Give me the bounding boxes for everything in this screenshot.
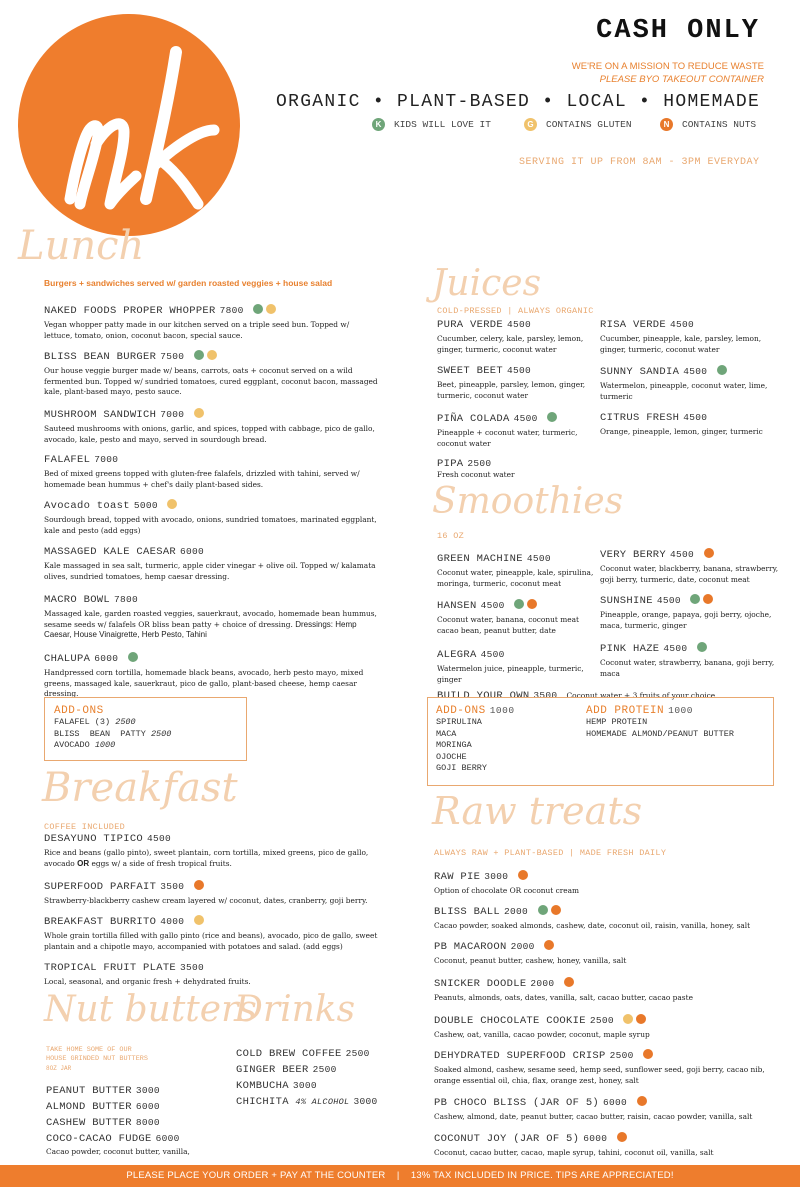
nuts-icon xyxy=(544,940,554,950)
tagline: ORGANIC • PLANT-BASED • LOCAL • HOMEMADE xyxy=(276,92,761,112)
item-description: Pineapple + coconut water, turmeric, coconut water xyxy=(437,428,578,448)
item-price: 4000 xyxy=(160,916,185,927)
addon-item: GOJI BERRY xyxy=(436,763,488,773)
item-description: Option of chocolate OR coconut cream xyxy=(434,886,580,895)
item-price: 7000 xyxy=(160,409,185,420)
nuts-icon xyxy=(704,548,714,558)
item-name: PEANUT BUTTER xyxy=(46,1085,132,1097)
logo xyxy=(18,14,240,236)
item-name: DESAYUNO TIPICO xyxy=(44,833,144,845)
item-name: FALAFEL xyxy=(44,454,91,466)
kids-icon xyxy=(514,599,524,609)
menu-item xyxy=(434,1132,779,1159)
menu-item xyxy=(600,319,780,355)
item-description: Sauteed mushrooms with onions, garlic, and spices, topped with cabbage, pico de gallo, avocado, kale, pesto and mayo, served in sourdough bread. xyxy=(44,424,375,444)
item-description: Cashew, almond, date, peanut butter, cacao butter, raisin, cacao powder, vanilla, salt xyxy=(434,1112,753,1121)
note-line: HOUSE GRINDED NUT BUTTERS xyxy=(46,1055,148,1063)
menu-item xyxy=(434,977,779,1004)
item-description: Watermelon juice, pineapple, turmeric, ginger xyxy=(437,664,584,684)
menu-item xyxy=(437,365,597,401)
item-description: Handpressed corn tortilla, homemade black beans, avocado, herb pesto mayo, mixed greens, massaged kale, sauerkraut, pico de gallo, plant-based cheese, hemp caesar dressing. xyxy=(44,668,364,698)
item-description: Strawberry-blackberry cashew cream layered w/ coconut, dates, cranberry, goji berry. xyxy=(44,896,368,905)
item-note: 4% ALCOHOL xyxy=(295,1097,350,1107)
legend-label: CONTAINS NUTS xyxy=(682,119,757,130)
nut-butters-list xyxy=(46,1083,190,1158)
item-price: 2500 xyxy=(467,458,492,469)
item-name: COCONUT JOY (JAR OF 5) xyxy=(434,1133,580,1145)
lunch-addons-box xyxy=(44,697,247,761)
item-name: BUILD YOUR OWN xyxy=(437,690,530,702)
item-description: Coconut, cacao butter, cacao, maple syrup, tahini, coconut oil, vanilla, salt xyxy=(434,1148,714,1157)
mission-line-2: PLEASE BYO TAKEOUT CONTAINER xyxy=(599,74,764,85)
menu-item xyxy=(437,458,597,481)
item-price: 4500 xyxy=(513,413,538,424)
legend-kids xyxy=(372,118,491,131)
item-price: 7800 xyxy=(114,594,139,605)
menu-item xyxy=(437,553,597,589)
item-description: Watermelon, pineapple, coconut water, lime, turmeric xyxy=(600,381,768,401)
menu-item xyxy=(44,350,379,398)
item-description: Kale massaged in sea salt, turmeric, apple cider vinegar + olive oil. Topped w/ kalamata olives, sundried tomatoes, hemp caesar dressing. xyxy=(44,561,376,581)
addon-name: BLISS BEAN PATTY xyxy=(54,728,146,739)
item-name: COCO-CACAO FUDGE xyxy=(46,1133,152,1145)
item-name: PINK HAZE xyxy=(600,643,660,655)
item-price: 6000 xyxy=(583,1133,608,1144)
lunch-title: Lunch xyxy=(18,223,145,269)
item-price: 2500 xyxy=(345,1048,370,1059)
kids-icon: K xyxy=(372,118,385,131)
addon-item: SPIRULINA xyxy=(436,717,482,727)
item-name: SUPERFOOD PARFAIT xyxy=(44,881,157,893)
item-name: KOMBUCHA xyxy=(236,1080,289,1092)
item-price: 3000 xyxy=(135,1085,160,1096)
protein-title: ADD PROTEIN xyxy=(586,705,665,717)
menu-item xyxy=(434,905,779,932)
addon-item: MORINGA xyxy=(436,740,472,750)
gluten-icon xyxy=(194,408,204,418)
item-description: Whole grain tortilla filled with gallo pinto (rice and beans), avocado, pico de gallo, sweet plantain and a chipotle mayo, accompanied with potatoes and salad. (add eggs) xyxy=(44,931,378,951)
addon-price: 2500 xyxy=(150,728,172,739)
menu-item xyxy=(44,962,379,988)
item-name: PURA VERDE xyxy=(437,319,504,331)
addons-price: 1000 xyxy=(489,705,515,716)
item-name: MUSHROOM SANDWICH xyxy=(44,409,157,421)
serving-hours: SERVING IT UP FROM 8AM - 3PM EVERYDAY xyxy=(519,157,760,168)
item-price: 3000 xyxy=(484,871,509,882)
footer-banner xyxy=(0,1165,800,1187)
breakfast-title: Breakfast xyxy=(42,765,238,811)
item-price: 6000 xyxy=(180,546,205,557)
item-description: Bed of mixed greens topped with gluten-free falafels, drizzled with tahini, served w/ homemade bean hummus + chef's daily plant-based sides. xyxy=(44,469,360,489)
addon-name: AVOCADO xyxy=(54,740,90,750)
cash-only-heading: CASH ONLY xyxy=(596,16,760,46)
item-description: Orange, pineapple, lemon, ginger, turmeric xyxy=(600,427,763,436)
protein-item: HEMP PROTEIN xyxy=(586,717,648,727)
menu-item xyxy=(434,1049,779,1086)
item-price: 2000 xyxy=(504,906,529,917)
item-price: 4500 xyxy=(480,600,505,611)
item-name: CHICHITA xyxy=(236,1096,289,1108)
item-description: Our house veggie burger made w/ beans, carrots, oats + coconut served on a wild fermented bun. Topped w/ sundried tomatoes, cured eggplant, coconut bacon, massaged kale, plant-based mayo, pesto sauce. xyxy=(44,366,378,396)
item-name: MASSAGED KALE CAESAR xyxy=(44,546,177,558)
menu-item xyxy=(600,412,780,438)
item-name: BREAKFAST BURRITO xyxy=(44,916,157,928)
item-name: BLISS BEAN BURGER xyxy=(44,351,157,363)
lunch-subtitle: Burgers + sandwiches served w/ garden roasted veggies + house salad xyxy=(44,278,333,288)
item-name: DOUBLE CHOCOLATE COOKIE xyxy=(434,1015,586,1027)
item-description: Vegan whopper patty made in our kitchen served on a triple seed bun. Topped w/ lettuce, tomato, onion, coconut bacon, special sauce. xyxy=(44,320,350,340)
menu-item xyxy=(434,1014,779,1041)
menu-item xyxy=(44,408,379,445)
nuts-icon xyxy=(518,870,528,880)
gluten-icon xyxy=(194,915,204,925)
item-price: 6000 xyxy=(603,1097,628,1108)
kids-icon xyxy=(128,652,138,662)
protein-item: HOMEMADE ALMOND/PEANUT BUTTER xyxy=(586,728,734,739)
smoothie-addons xyxy=(436,705,515,775)
item-description: Cucumber, pineapple, kale, parsley, lemon, ginger, turmeric, coconut water xyxy=(600,334,762,354)
item-description: Rice and beans (gallo pinto), sweet plantain, corn tortilla, mixed greens, pico de gallo, avocado xyxy=(44,848,371,868)
item-description: Coconut water + 3 fruits of your choice xyxy=(566,691,716,700)
item-description: Cacao powder, soaked almonds, cashew, date, coconut oil, raisin, vanilla, honey, salt xyxy=(434,921,751,930)
gluten-icon xyxy=(623,1014,633,1024)
smoothie-protein xyxy=(586,705,734,740)
kids-icon xyxy=(690,594,700,604)
item-price: 4500 xyxy=(683,412,708,423)
item-price: 4500 xyxy=(656,595,681,606)
menu-item xyxy=(44,546,379,582)
item-name: HANSEN xyxy=(437,600,477,612)
item-name: PIÑA COLADA xyxy=(437,413,510,425)
item-name: DEHYDRATED SUPERFOOD CRISP xyxy=(434,1050,606,1062)
mission-note xyxy=(572,60,764,86)
nuts-icon xyxy=(643,1049,653,1059)
item-name: RAW PIE xyxy=(434,871,481,883)
menu-item xyxy=(44,833,379,869)
item-description: Local, seasonal, and organic fresh + dehydrated fruits. xyxy=(44,977,251,986)
item-name: BLISS BALL xyxy=(434,906,501,918)
item-description: Sourdough bread, topped with avocado, onions, sundried tomatoes, marinated eggplant, kale and pesto (add eggs) xyxy=(44,515,377,535)
addon-price: 1000 xyxy=(94,740,116,750)
menu-item xyxy=(44,304,379,341)
item-name: PB CHOCO BLISS (JAR OF 5) xyxy=(434,1097,600,1109)
item-name: CASHEW BUTTER xyxy=(46,1117,132,1129)
gluten-icon xyxy=(167,499,177,509)
menu-item xyxy=(434,870,779,897)
item-description: Beet, pineapple, parsley, lemon, ginger, turmeric, coconut water xyxy=(437,380,586,400)
footer-text: PLEASE PLACE YOUR ORDER + PAY AT THE COUNTER | 13% TAX INCLUDED IN PRICE. TIPS ARE APPRECIATED! xyxy=(126,1170,674,1181)
smoothie-addons-box xyxy=(427,697,774,786)
item-description: Peanuts, almonds, oats, dates, vanilla, salt, cacao butter, cacao paste xyxy=(434,993,693,1002)
nuts-icon xyxy=(617,1132,627,1142)
item-name: SWEET BEET xyxy=(437,365,504,377)
item-name: CITRUS FRESH xyxy=(600,412,680,424)
gluten-icon xyxy=(266,304,276,314)
item-description: eggs w/ a side of fresh tropical fruits. xyxy=(89,858,232,868)
menu-item xyxy=(600,594,780,631)
juices-subtitle: COLD-PRESSED | ALWAYS ORGANIC xyxy=(437,306,594,316)
item-price: 3500 xyxy=(533,690,558,701)
addons-title: ADD-ONS xyxy=(436,705,486,717)
menu-item xyxy=(600,548,780,585)
menu-item xyxy=(44,594,379,641)
item-name: GINGER BEER xyxy=(236,1064,309,1076)
legend-label: KIDS WILL LOVE IT xyxy=(394,119,491,130)
item-description: Cacao powder, coconut butter, vanilla, xyxy=(46,1147,190,1156)
item-price: 7000 xyxy=(94,454,119,465)
menu-item xyxy=(437,319,597,355)
item-name: GREEN MACHINE xyxy=(437,553,523,565)
item-name: SUNSHINE xyxy=(600,595,653,607)
item-name: Avocado toast xyxy=(44,500,130,512)
item-name: PB MACAROON xyxy=(434,941,507,953)
item-price: 6000 xyxy=(155,1133,180,1144)
item-name: NAKED FOODS PROPER WHOPPER xyxy=(44,305,216,317)
item-name: SUNNY SANDIA xyxy=(600,366,680,378)
item-name: COLD BREW COFFEE xyxy=(236,1048,342,1060)
mission-line-1: WE'RE ON A MISSION TO REDUCE WASTE xyxy=(571,61,764,72)
item-price: 2500 xyxy=(312,1064,337,1075)
menu-item xyxy=(437,412,602,449)
item-price: 4500 xyxy=(147,833,172,844)
legend-gluten xyxy=(524,118,632,131)
item-description: Coconut, peanut butter, cashew, honey, vanilla, salt xyxy=(434,956,627,965)
breakfast-subtitle: COFFEE INCLUDED xyxy=(44,822,126,832)
legend-label: CONTAINS GLUTEN xyxy=(546,119,632,130)
item-price: 2000 xyxy=(530,978,555,989)
menu-item xyxy=(434,1096,779,1123)
item-price: 8000 xyxy=(135,1117,160,1128)
menu-item xyxy=(44,499,379,536)
item-price: 2000 xyxy=(510,941,535,952)
kids-icon xyxy=(194,350,204,360)
item-description-or: OR xyxy=(77,858,90,868)
note-line: TAKE HOME SOME OF OUR xyxy=(46,1046,132,1054)
nuts-icon xyxy=(564,977,574,987)
item-price: 3000 xyxy=(292,1080,317,1091)
item-description: Cucumber, celery, kale, parsley, lemon, ginger, turmeric, coconut water xyxy=(437,334,584,354)
addons-title: ADD-ONS xyxy=(54,705,104,717)
nuts-icon xyxy=(703,594,713,604)
nuts-icon xyxy=(551,905,561,915)
item-name: MACRO BOWL xyxy=(44,594,111,606)
menu-item xyxy=(600,642,780,679)
protein-price: 1000 xyxy=(668,705,693,716)
item-name: ALMOND BUTTER xyxy=(46,1101,132,1113)
drinks-list xyxy=(236,1046,377,1110)
nut-butters-note xyxy=(46,1046,148,1073)
item-price: 4500 xyxy=(507,365,532,376)
item-price: 6000 xyxy=(135,1101,160,1112)
menu-item xyxy=(600,365,780,402)
drinks-title: Drinks xyxy=(234,989,356,1030)
item-price: 4500 xyxy=(480,649,505,660)
item-price: 5000 xyxy=(133,500,158,511)
item-price: 4500 xyxy=(663,643,688,654)
addon-name: FALAFEL (3) xyxy=(54,717,111,727)
raw-treats-title: Raw treats xyxy=(432,789,643,833)
addon-item: MACA xyxy=(436,728,457,739)
item-price: 3500 xyxy=(160,881,185,892)
note-line: 8OZ JAR xyxy=(46,1065,72,1072)
item-description: Fresh coconut water xyxy=(437,470,515,479)
menu-item xyxy=(44,652,379,700)
item-price: 2500 xyxy=(609,1050,634,1061)
smoothies-subtitle: 16 OZ xyxy=(437,531,465,541)
gluten-icon: G xyxy=(524,118,537,131)
kids-icon xyxy=(697,642,707,652)
item-price: 3500 xyxy=(180,962,205,973)
kids-icon xyxy=(547,412,557,422)
item-price: 4500 xyxy=(670,319,695,330)
smoothies-title: Smoothies xyxy=(432,481,624,522)
addon-price: 2500 xyxy=(115,717,136,727)
item-name: VERY BERRY xyxy=(600,549,667,561)
addon-item: OJOCHE xyxy=(436,751,467,762)
item-price: 4500 xyxy=(670,549,695,560)
nk-logo-mark xyxy=(18,14,240,236)
item-price: 6000 xyxy=(94,653,119,664)
item-price: 4500 xyxy=(507,319,532,330)
item-price: 7800 xyxy=(219,305,244,316)
item-dressings: Dressings: Hemp Caesar, House Vinaigrette, Herb Pesto, Tahini xyxy=(44,619,357,639)
legend-nuts xyxy=(660,118,756,131)
nuts-icon xyxy=(636,1014,646,1024)
juices-title: Juices xyxy=(432,263,542,304)
item-name: ALEGRA xyxy=(437,649,477,661)
item-name: TROPICAL FRUIT PLATE xyxy=(44,962,177,974)
nuts-icon xyxy=(194,880,204,890)
item-name: RISA VERDE xyxy=(600,319,667,331)
menu-item xyxy=(434,940,779,967)
item-price: 4500 xyxy=(683,366,708,377)
item-description: Cashew, oat, vanilla, cacao powder, coconut, maple syrup xyxy=(434,1030,650,1039)
item-description: Coconut water, pineapple, kale, spirulina, moringa, turmeric, coconut meat xyxy=(437,568,594,588)
nuts-icon xyxy=(637,1096,647,1106)
gluten-icon xyxy=(207,350,217,360)
menu-item xyxy=(44,880,379,907)
item-description: Soaked almond, cashew, sesame seed, hemp seed, sunflower seed, goji berry, cacao nib, orange essential oil, chia, flax, orange zest, honey, salt xyxy=(434,1065,765,1085)
item-description: Massaged kale, garden roasted veggies, sauerkraut, avocado, homemade bean hummus, sesame seeds w/ falafels OR bliss bean patty + choice of dressing. xyxy=(44,609,377,629)
item-description: Coconut water, blackberry, banana, strawberry, goji berry, turmeric, date, coconut meat xyxy=(600,564,779,584)
item-price: 3000 xyxy=(353,1096,378,1107)
kids-icon xyxy=(253,304,263,314)
item-name: SNICKER DOODLE xyxy=(434,978,527,990)
menu-item xyxy=(437,649,597,685)
nut-butters-title: Nut butters xyxy=(44,989,257,1030)
item-price: 2500 xyxy=(589,1015,614,1026)
nuts-icon: N xyxy=(660,118,673,131)
item-description: Coconut water, strawberry, banana, goji berry, maca xyxy=(600,658,775,678)
item-price: 7500 xyxy=(160,351,185,362)
menu-item xyxy=(44,454,379,490)
menu-item xyxy=(437,599,597,636)
nuts-icon xyxy=(527,599,537,609)
item-description: Coconut water, banana, coconut meat cacao bean, peanut butter, date xyxy=(437,615,579,635)
item-description: Pineapple, orange, papaya, goji berry, ojoche, maca, turmeric, ginger xyxy=(600,610,772,630)
menu-item xyxy=(44,915,379,952)
kids-icon xyxy=(717,365,727,375)
raw-treats-subtitle: ALWAYS RAW + PLANT-BASED | MADE FRESH DAILY xyxy=(434,848,667,858)
item-name: PIPA xyxy=(437,458,464,470)
item-price: 4500 xyxy=(526,553,551,564)
item-name: CHALUPA xyxy=(44,653,91,665)
kids-icon xyxy=(538,905,548,915)
